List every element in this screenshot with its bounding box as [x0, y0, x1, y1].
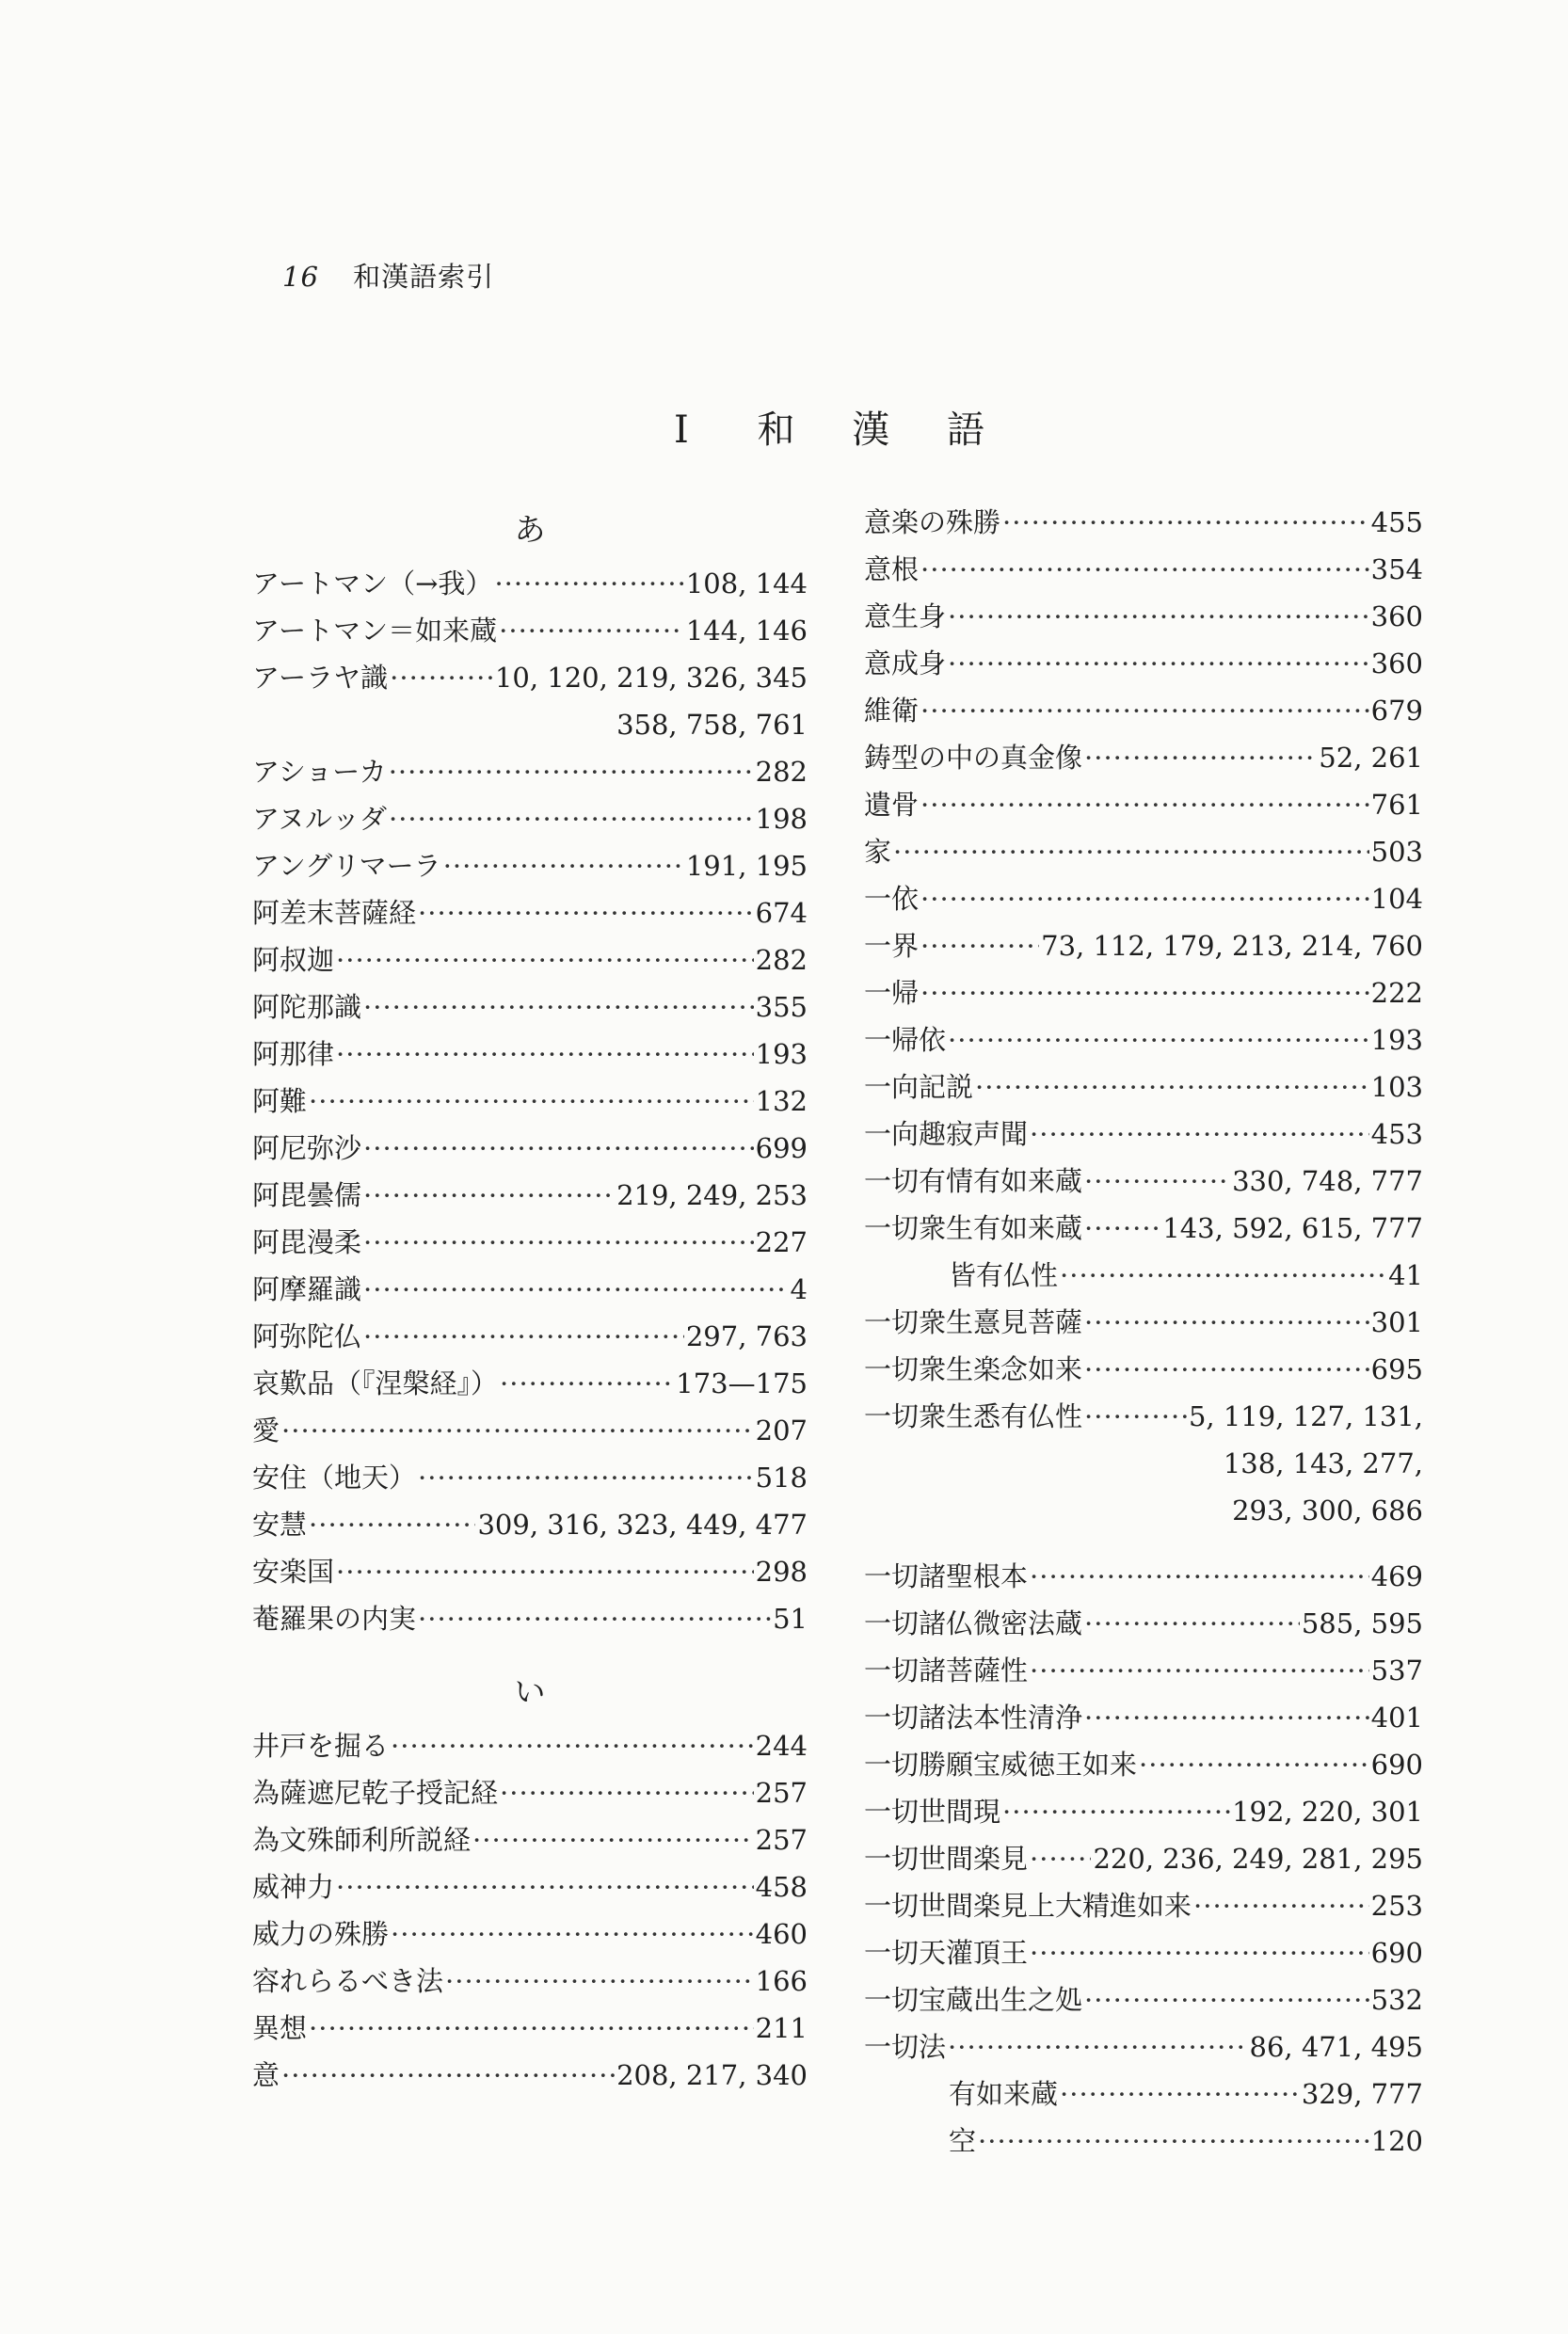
dot-leader	[1084, 1158, 1230, 1205]
dot-leader	[363, 1219, 754, 1266]
page-refs: 173—175	[676, 1367, 808, 1399]
index-term: 為薩遮尼乾子授記経	[252, 1777, 499, 1809]
index-entry	[252, 1360, 808, 1407]
index-entry	[864, 499, 1423, 546]
dot-leader	[920, 922, 1039, 969]
index-term: 威力の殊勝	[252, 1918, 390, 1950]
index-entry-continuation	[252, 701, 808, 748]
index-entry	[252, 607, 808, 654]
page-number: 16	[282, 261, 319, 293]
index-term: 阿差末菩薩経	[252, 897, 417, 929]
page-refs: 532	[1370, 1984, 1423, 2016]
index-term: 阿陀那識	[252, 991, 362, 1023]
page-refs: 453	[1370, 1118, 1423, 1150]
page-refs: 695	[1370, 1353, 1423, 1385]
page-refs: 761	[1370, 789, 1423, 821]
index-entry	[864, 1741, 1423, 1788]
page-refs: 360	[1370, 600, 1423, 632]
dot-leader	[1060, 2070, 1300, 2118]
index-entry	[252, 1722, 808, 1769]
dot-leader	[1084, 1346, 1369, 1393]
section-numeral: I	[674, 408, 689, 452]
index-entry	[864, 1158, 1423, 1205]
index-term: アーラヤ識	[252, 662, 389, 694]
page-refs: 690	[1370, 1749, 1423, 1781]
index-term: 阿叔迦	[252, 944, 335, 976]
page-refs: 51	[773, 1603, 808, 1635]
dot-leader	[948, 593, 1369, 640]
dot-leader	[309, 1078, 754, 1125]
index-term: 阿毘漫柔	[252, 1226, 362, 1258]
dot-leader	[281, 1407, 754, 1454]
page-refs: 309, 316, 323, 449, 477	[477, 1509, 808, 1541]
page-refs: 358, 758, 761	[616, 709, 808, 741]
index-term: アートマン（→我）	[252, 568, 493, 599]
index-term: 一切衆生悉有仏性	[864, 1400, 1083, 1432]
index-entry	[252, 1595, 808, 1642]
dot-leader	[1030, 1553, 1369, 1600]
page-refs: 253	[1370, 1890, 1423, 1922]
section-heading: 和 漢 語	[757, 408, 1007, 452]
index-entry	[864, 1976, 1423, 2023]
index-entry	[252, 2005, 808, 2052]
index-entry	[864, 781, 1423, 828]
dot-leader	[499, 607, 684, 654]
page-refs: 108, 144	[685, 568, 808, 599]
dot-leader	[336, 1863, 754, 1910]
index-entry	[864, 1252, 1423, 1299]
index-entry	[252, 983, 808, 1031]
index-entry	[252, 1816, 808, 1863]
index-term: 空	[949, 2125, 977, 2157]
page-refs: 690	[1370, 1937, 1423, 1969]
index-entry	[252, 2052, 808, 2099]
dot-leader	[363, 1266, 789, 1313]
page-refs: 298	[755, 1556, 808, 1588]
page-refs: 227	[755, 1226, 808, 1258]
index-entry	[252, 1219, 808, 1266]
page-refs: 330, 748, 777	[1232, 1165, 1423, 1197]
dot-leader	[1084, 1393, 1187, 1440]
index-entry	[864, 734, 1423, 781]
page-refs: 293, 300, 686	[1232, 1495, 1423, 1527]
dot-leader	[1084, 1205, 1160, 1252]
index-entry	[864, 1835, 1423, 1882]
page-refs: 360	[1370, 647, 1423, 679]
index-term: 哀歎品（『涅槃経』）	[252, 1367, 499, 1399]
index-entry	[864, 593, 1423, 640]
index-term: 意生身	[864, 600, 947, 632]
index-entry	[252, 1078, 808, 1125]
index-entry	[864, 828, 1423, 875]
dot-leader	[893, 828, 1369, 875]
page-refs: 537	[1370, 1655, 1423, 1687]
page-refs: 469	[1370, 1560, 1423, 1592]
index-entry	[864, 1600, 1423, 1647]
index-term: 一切宝蔵出生之処	[864, 1984, 1083, 2016]
page-refs: 354	[1370, 553, 1423, 585]
page-refs: 192, 220, 301	[1232, 1796, 1423, 1828]
dot-leader	[1084, 1600, 1300, 1647]
dot-leader	[363, 983, 754, 1031]
page-refs: 282	[755, 944, 808, 976]
dot-leader	[391, 1910, 754, 1958]
dot-leader	[418, 889, 754, 936]
dot-leader	[389, 795, 754, 842]
index-entry	[252, 1501, 808, 1548]
index-term: 維衛	[864, 695, 920, 727]
index-entry	[864, 2118, 1423, 2165]
index-term: 鋳型の中の真金像	[864, 742, 1083, 774]
page-refs: 219, 249, 253	[616, 1179, 808, 1211]
dot-leader	[1084, 1299, 1369, 1346]
index-entry	[864, 1929, 1423, 1976]
dot-leader	[309, 2005, 754, 2052]
page-refs: 244	[755, 1730, 808, 1762]
dot-leader	[1084, 1694, 1369, 1741]
index-term: 一切衆生憙見菩薩	[864, 1306, 1083, 1338]
index-term: 一切衆生有如来蔵	[864, 1212, 1083, 1244]
page-refs: 10, 120, 219, 326, 345	[494, 662, 808, 694]
index-entry	[864, 969, 1423, 1016]
dot-leader	[500, 1769, 754, 1816]
index-entry	[252, 936, 808, 983]
index-entry	[252, 560, 808, 607]
index-entry	[864, 687, 1423, 734]
page-refs: 518	[755, 1462, 808, 1494]
dot-leader	[1084, 1976, 1369, 2023]
page-refs: 679	[1370, 695, 1423, 727]
index-term: 井戸を掘る	[252, 1730, 390, 1762]
index-term: 一向趣寂声聞	[864, 1118, 1029, 1150]
page-refs: 503	[1370, 836, 1423, 868]
index-term: 皆有仏性	[949, 1259, 1059, 1291]
page-refs: 211	[755, 2012, 808, 2044]
index-term: 威神力	[252, 1871, 335, 1903]
index-term: 遺骨	[864, 789, 920, 821]
index-entry	[252, 1769, 808, 1816]
index-list-a	[252, 560, 808, 1642]
dot-leader	[494, 560, 683, 607]
index-term: アショーカ	[252, 756, 387, 788]
index-entry	[864, 1299, 1423, 1346]
index-entry-continuation	[864, 1440, 1423, 1487]
page-refs: 120	[1370, 2125, 1423, 2157]
index-entry	[252, 1548, 808, 1595]
page-refs: 73, 112, 179, 213, 214, 760	[1041, 930, 1423, 962]
page-refs: 355	[755, 991, 808, 1023]
page-refs: 699	[755, 1132, 808, 1164]
index-term: 阿難	[252, 1085, 308, 1117]
index-term: 菴羅果の内実	[252, 1603, 417, 1635]
dot-leader	[389, 748, 754, 795]
dot-leader	[1030, 1835, 1091, 1882]
page-refs: 257	[755, 1777, 808, 1809]
index-entry	[252, 1313, 808, 1360]
index-entry	[252, 1863, 808, 1910]
index-entry	[864, 546, 1423, 593]
index-term: 為文殊師利所説経	[252, 1824, 472, 1856]
page-refs: 191, 195	[685, 850, 808, 882]
index-entry	[864, 1882, 1423, 1929]
page-refs: 585, 595	[1301, 1607, 1423, 1639]
page-refs: 5, 119, 127, 131,	[1188, 1400, 1423, 1432]
index-entry-continuation	[864, 1487, 1423, 1534]
page-refs: 207	[755, 1415, 808, 1447]
dot-leader	[978, 2118, 1369, 2165]
page-refs: 455	[1370, 506, 1423, 538]
page-refs: 4	[790, 1273, 808, 1305]
index-term: 一切世間楽見上大精進如来	[864, 1890, 1192, 1922]
dot-leader	[391, 1722, 754, 1769]
index-term: 異想	[252, 2012, 308, 2044]
index-entry	[252, 654, 808, 701]
running-head	[282, 256, 494, 295]
page-refs: 220, 236, 249, 281, 295	[1093, 1843, 1423, 1875]
running-title: 和漢語索引	[353, 261, 495, 293]
dot-leader	[920, 687, 1369, 734]
index-term: 一界	[864, 930, 920, 962]
dot-leader	[363, 1125, 754, 1172]
index-entry	[252, 795, 808, 842]
dot-leader	[472, 1816, 754, 1863]
index-term: 一向記説	[864, 1071, 974, 1103]
dot-leader	[443, 842, 684, 889]
index-term: 安楽国	[252, 1556, 335, 1588]
index-list-right	[864, 499, 1423, 2165]
spacer	[252, 1642, 808, 1661]
dot-leader	[363, 1313, 684, 1360]
index-entry	[252, 748, 808, 795]
index-entry	[864, 1063, 1423, 1111]
index-entry	[252, 1454, 808, 1501]
page-refs: 166	[755, 1965, 808, 1997]
page-refs: 143, 592, 615, 777	[1162, 1212, 1423, 1244]
dot-leader	[1002, 499, 1369, 546]
page-refs: 138, 143, 277,	[1223, 1447, 1423, 1479]
index-term: 一依	[864, 883, 920, 915]
index-term: 一切世間現	[864, 1796, 1001, 1828]
index-list-i	[252, 1722, 808, 2099]
index-term: 阿尼弥沙	[252, 1132, 362, 1164]
index-entry	[864, 1111, 1423, 1158]
index-term: 一切勝願宝威徳王如来	[864, 1749, 1138, 1781]
dot-leader	[920, 546, 1369, 593]
index-term: 愛	[252, 1415, 280, 1447]
page-refs: 144, 146	[685, 615, 808, 647]
index-term: 阿毘曇儒	[252, 1179, 362, 1211]
dot-leader	[1139, 1741, 1369, 1788]
page-refs: 301	[1370, 1306, 1423, 1338]
dot-leader	[948, 1016, 1369, 1063]
index-term: 一切諸法本性清浄	[864, 1702, 1083, 1734]
index-entry	[864, 640, 1423, 687]
index-term: 阿摩羅識	[252, 1273, 362, 1305]
dot-leader	[1030, 1647, 1369, 1694]
index-entry	[252, 1266, 808, 1313]
index-entry	[864, 1346, 1423, 1393]
index-entry	[252, 1031, 808, 1078]
index-term: 有如来蔵	[949, 2078, 1059, 2110]
kana-heading-i: い	[514, 1673, 546, 1710]
index-term: 一切衆生楽念如来	[864, 1353, 1083, 1385]
page-refs: 52, 261	[1319, 742, 1423, 774]
dot-leader	[1002, 1788, 1230, 1835]
index-entry	[864, 1647, 1423, 1694]
index-term: 一切天灌頂王	[864, 1937, 1029, 1969]
page-refs: 41	[1388, 1259, 1423, 1291]
page-refs: 460	[755, 1918, 808, 1950]
dot-leader	[1060, 1252, 1386, 1299]
index-term: 阿弥陀仏	[252, 1320, 362, 1352]
index-entry	[864, 1205, 1423, 1252]
index-term: アヌルッダ	[252, 803, 387, 835]
index-term: 一切諸仏微密法蔵	[864, 1607, 1083, 1639]
index-term: 一帰	[864, 977, 920, 1009]
dot-leader	[920, 781, 1369, 828]
dot-leader	[309, 1501, 475, 1548]
dot-leader	[1030, 1929, 1369, 1976]
page-refs: 401	[1370, 1702, 1423, 1734]
index-entry	[252, 1407, 808, 1454]
page-refs: 103	[1370, 1071, 1423, 1103]
index-term: 一切諸菩薩性	[864, 1655, 1029, 1687]
index-entry	[252, 889, 808, 936]
dot-leader	[1193, 1882, 1369, 1929]
index-entry	[864, 2070, 1423, 2118]
dot-leader	[363, 1172, 615, 1219]
dot-leader	[920, 875, 1369, 922]
right-column	[864, 499, 1423, 2165]
dot-leader	[920, 969, 1369, 1016]
index-entry	[864, 922, 1423, 969]
index-entry	[252, 1910, 808, 1958]
index-term: 安住（地天）	[252, 1462, 417, 1494]
index-term: 家	[864, 836, 892, 868]
index-term: 阿那律	[252, 1038, 335, 1070]
index-entry	[864, 1788, 1423, 1835]
dot-leader	[445, 1958, 754, 2005]
section-title	[0, 400, 1568, 454]
index-entry	[864, 1393, 1423, 1440]
index-term: 一切世間楽見	[864, 1843, 1029, 1875]
dot-leader	[336, 936, 754, 983]
page-refs: 674	[755, 897, 808, 929]
index-term: 容れらるべき法	[252, 1965, 444, 1997]
index-entry	[864, 1553, 1423, 1600]
index-term: 一帰依	[864, 1024, 947, 1056]
index-term: 意根	[864, 553, 920, 585]
page-refs: 257	[755, 1824, 808, 1856]
index-entry	[252, 1172, 808, 1219]
index-term: アングリマーラ	[252, 850, 441, 882]
index-entry	[864, 1016, 1423, 1063]
index-entry	[252, 1958, 808, 2005]
index-entry	[864, 2023, 1423, 2070]
page-refs: 193	[1370, 1024, 1423, 1056]
page-refs: 282	[755, 756, 808, 788]
index-entry	[864, 875, 1423, 922]
index-term: 意	[252, 2059, 280, 2091]
index-entry	[252, 842, 808, 889]
dot-leader	[390, 654, 493, 701]
index-term: 一切法	[864, 2031, 947, 2063]
page-refs: 297, 763	[685, 1320, 808, 1352]
dot-leader	[975, 1063, 1369, 1111]
dot-leader	[500, 1360, 674, 1407]
dot-leader	[948, 640, 1369, 687]
index-entry	[252, 1125, 808, 1172]
page-refs: 222	[1370, 977, 1423, 1009]
page-refs: 132	[755, 1085, 808, 1117]
dot-leader	[1084, 734, 1317, 781]
index-term: 一切諸聖根本	[864, 1560, 1029, 1592]
index-entry	[864, 1694, 1423, 1741]
page-refs: 329, 777	[1301, 2078, 1423, 2110]
page-refs: 86, 471, 495	[1249, 2031, 1423, 2063]
index-term: アートマン＝如来蔵	[252, 615, 498, 647]
index-term: 意楽の殊勝	[864, 506, 1001, 538]
page-refs: 208, 217, 340	[616, 2059, 808, 2091]
kana-heading-a: あ	[514, 511, 546, 548]
dot-leader	[1030, 1111, 1369, 1158]
page-refs: 458	[755, 1871, 808, 1903]
index-term: 安慧	[252, 1509, 308, 1541]
dot-leader	[281, 2052, 615, 2099]
page-refs: 104	[1370, 883, 1423, 915]
left-column	[252, 499, 808, 2099]
page-refs: 193	[755, 1038, 808, 1070]
dot-leader	[418, 1454, 754, 1501]
dot-leader	[948, 2023, 1248, 2070]
index-term: 一切有情有如来蔵	[864, 1165, 1083, 1197]
dot-leader	[418, 1595, 771, 1642]
spacer	[864, 1534, 1423, 1553]
page-refs: 198	[755, 803, 808, 835]
dot-leader	[336, 1031, 754, 1078]
index-term: 意成身	[864, 647, 947, 679]
dot-leader	[336, 1548, 754, 1595]
